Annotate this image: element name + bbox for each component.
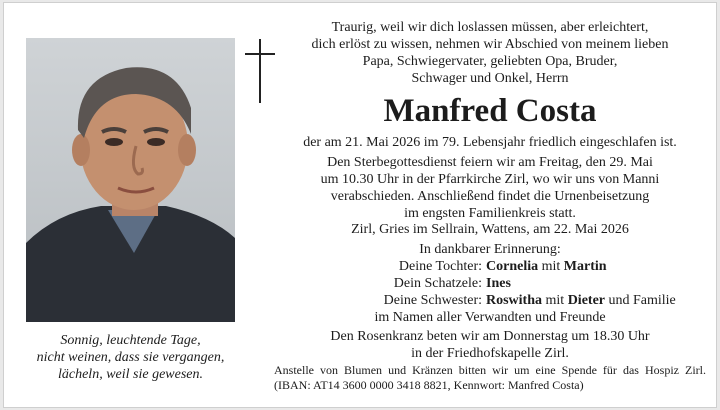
deceased-name: Manfred Costa bbox=[383, 93, 597, 129]
family-list bbox=[270, 258, 710, 328]
family-connector: mit bbox=[545, 293, 565, 308]
family-member-name: Martin bbox=[563, 259, 607, 274]
family-member-name: Cornelia bbox=[486, 259, 539, 274]
death-notice-line: der am 21. Mai 2026 im 79. Lebensjahr friedlich eingeschlafen ist. bbox=[303, 135, 677, 150]
family-row-closing bbox=[270, 309, 710, 326]
quote-line: Sonnig, leuchtende Tage, bbox=[60, 333, 201, 348]
intro-text bbox=[270, 19, 710, 87]
rosary-details bbox=[270, 328, 710, 362]
family-member-name: Roswitha bbox=[486, 293, 543, 308]
quote-line: lächeln, weil sie gewesen. bbox=[57, 367, 204, 382]
intro-line: Papa, Schwiegervater, geliebten Opa, Bruder, bbox=[362, 54, 618, 69]
family-label: Deine Tochter: bbox=[398, 259, 482, 274]
remembrance-heading: In dankbarer Erinnerung: bbox=[419, 242, 561, 257]
family-label: Dein Schatzele: bbox=[393, 276, 482, 291]
obituary-card bbox=[3, 2, 717, 408]
donation-note: Anstelle von Blumen und Kränzen bitten wir um eine Spende für das Hospiz Zirl. (IBAN: AT14 3600 0000 3418 8821, Kennwort: Manfred Costa) bbox=[274, 363, 706, 392]
funeral-line: im engsten Familienkreis statt. bbox=[404, 206, 576, 221]
family-label: Deine Schwester: bbox=[383, 293, 482, 308]
family-member-name: Dieter bbox=[567, 293, 605, 308]
memorial-quote bbox=[26, 332, 235, 383]
funeral-line: verabschieden. Anschließend findet die Urnenbeisetzung bbox=[330, 189, 650, 204]
intro-line: Schwager und Onkel, Herrn bbox=[411, 71, 569, 86]
family-connector: und Familie bbox=[608, 293, 676, 308]
family-connector: mit bbox=[541, 259, 561, 274]
family-member-name: Ines bbox=[486, 276, 511, 291]
quote-line: nicht weinen, dass sie vergangen, bbox=[36, 350, 225, 365]
family-closing: im Namen aller Verwandten und Freunde bbox=[374, 310, 606, 325]
family-row-daughter bbox=[270, 258, 710, 275]
family-row-sister bbox=[270, 292, 710, 309]
rosary-line: Den Rosenkranz beten wir am Donnerstag um 18.30 Uhr bbox=[330, 329, 650, 344]
intro-line: dich erlöst zu wissen, nehmen wir Abschied von meinem lieben bbox=[311, 37, 669, 52]
funeral-line: Den Sterbegottesdienst feiern wir am Freitag, den 29. Mai bbox=[327, 155, 653, 170]
intro-line: Traurig, weil wir dich loslassen müssen, aber erleichtert, bbox=[331, 20, 649, 35]
portrait-photo bbox=[26, 38, 235, 322]
portrait-image bbox=[26, 38, 235, 322]
family-row-treasure bbox=[270, 275, 710, 292]
funeral-details bbox=[270, 154, 710, 222]
rosary-line: in der Friedhofskapelle Zirl. bbox=[411, 346, 569, 361]
family-value bbox=[486, 292, 676, 309]
place-and-date: Zirl, Gries im Sellrain, Wattens, am 22. Mai 2026 bbox=[351, 222, 629, 237]
family-value bbox=[486, 258, 607, 275]
family-value bbox=[486, 275, 511, 292]
funeral-line: um 10.30 Uhr in der Pfarrkirche Zirl, wo wir uns von Manni bbox=[320, 172, 660, 187]
